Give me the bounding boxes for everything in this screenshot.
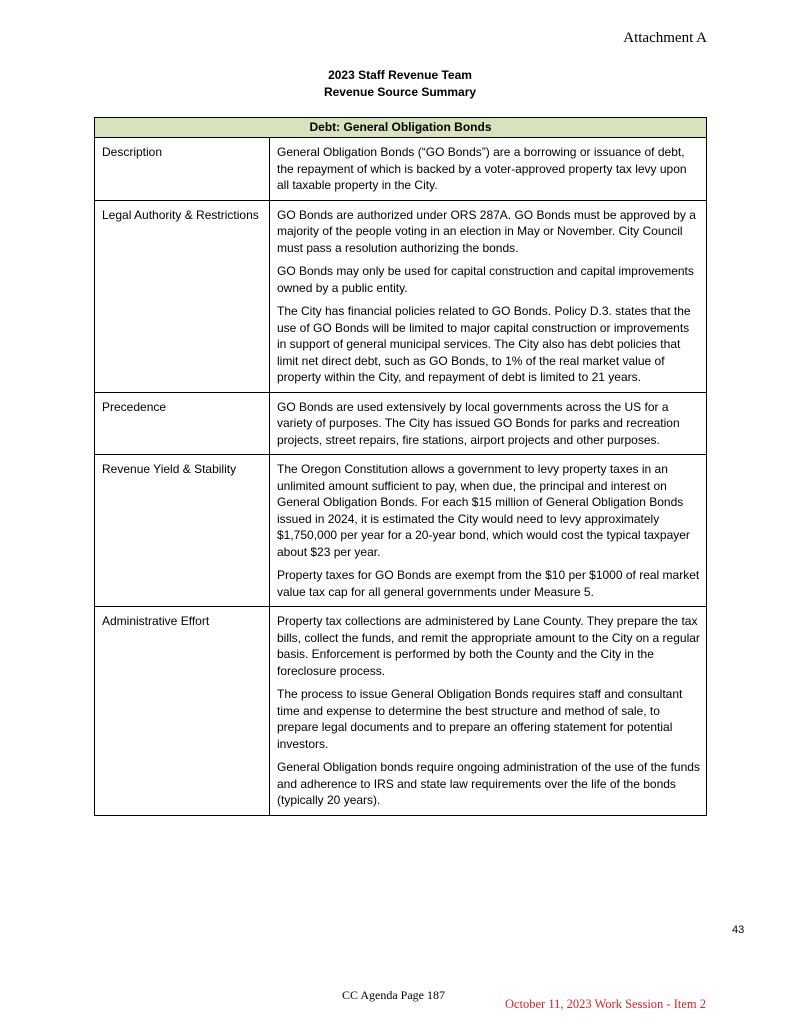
revenue-summary-table bbox=[94, 117, 707, 816]
work-session-label: October 11, 2023 Work Session - Item 2 bbox=[504, 997, 706, 1011]
table-row bbox=[95, 455, 707, 607]
content-paragraph: GO Bonds may only be used for capital construction and capital improvements owned by a public entity. bbox=[277, 264, 694, 295]
page-number: 43 bbox=[732, 924, 745, 936]
row-label: Description bbox=[95, 138, 270, 201]
content-paragraph: The Oregon Constitution allows a government to levy property taxes in an unlimited amount sufficient to pay, when due, the principal and interest on General Obligation Bonds. For each $15 million of General Obligation Bonds issued in 2024, it is estimated the City would need to levy approximately $1,750,000 per year for a 20-year bond, which would cost the typical taxpayer about $23 per year. bbox=[277, 462, 690, 559]
table-heading: Debt: General Obligation Bonds bbox=[95, 118, 707, 138]
document-title: 2023 Staff Revenue Team bbox=[328, 68, 472, 82]
content-paragraph: The process to issue General Obligation Bonds requires staff and consultant time and expense to determine the best structure and method of sale, to prepare legal documents and to prepare an offering statement for potential investors. bbox=[277, 687, 683, 751]
row-label: Administrative Effort bbox=[95, 607, 270, 816]
row-content bbox=[270, 607, 707, 816]
table-row bbox=[95, 138, 707, 201]
content-paragraph: General Obligation bonds require ongoing administration of the use of the funds and adherence to IRS and state law requirements over the life of the bonds (typically 20 years). bbox=[277, 760, 700, 807]
content-paragraph: GO Bonds are authorized under ORS 287A. GO Bonds must be approved by a majority of the people voting in an election in May or November. City Council must pass a resolution authorizing the bonds. bbox=[277, 207, 696, 255]
content-paragraph: GO Bonds are used extensively by local governments across the US for a variety of purposes. The City has issued GO Bonds for parks and recreation projects, street repairs, fire stations, airport projects and other purposes. bbox=[277, 399, 680, 447]
content-paragraph: The City has financial policies related to GO Bonds. Policy D.3. states that the use of GO Bonds will be limited to major capital construction or improvements in support of general municipal services. The City also has debt policies that limit net direct debt, such as GO Bonds, to 1% of the real market value of property within the City, and repayment of debt is limited to 21 years. bbox=[277, 304, 691, 384]
document-subtitle: Revenue Source Summary bbox=[323, 85, 477, 99]
row-content bbox=[270, 138, 707, 201]
document-titles bbox=[0, 67, 800, 101]
row-label: Legal Authority & Restrictions bbox=[95, 200, 270, 392]
table-row bbox=[95, 392, 707, 455]
row-label: Precedence bbox=[95, 392, 270, 455]
content-paragraph: Property taxes for GO Bonds are exempt from the $10 per $1000 of real market value tax cap for all general governments under Measure 5. bbox=[277, 568, 700, 599]
row-content bbox=[270, 455, 707, 607]
agenda-page-footer: CC Agenda Page 187 bbox=[342, 988, 445, 1002]
row-content bbox=[270, 392, 707, 455]
table-header-row bbox=[95, 118, 707, 138]
table-row bbox=[95, 607, 707, 816]
content-paragraph: Property tax collections are administered by Lane County. They prepare the tax bills, collect the funds, and remit the appropriate amount to the City on a regular basis. Enforcement is performed by both the County and the City in the foreclosure process. bbox=[277, 614, 700, 678]
attachment-label: Attachment A bbox=[623, 30, 707, 46]
table-row bbox=[95, 200, 707, 392]
row-label: Revenue Yield & Stability bbox=[95, 455, 270, 607]
content-paragraph: General Obligation Bonds (“GO Bonds”) are a borrowing or issuance of debt, the repayment of which is backed by a voter-approved property tax levy upon all taxable property in the City. bbox=[277, 145, 687, 192]
row-content bbox=[270, 200, 707, 392]
